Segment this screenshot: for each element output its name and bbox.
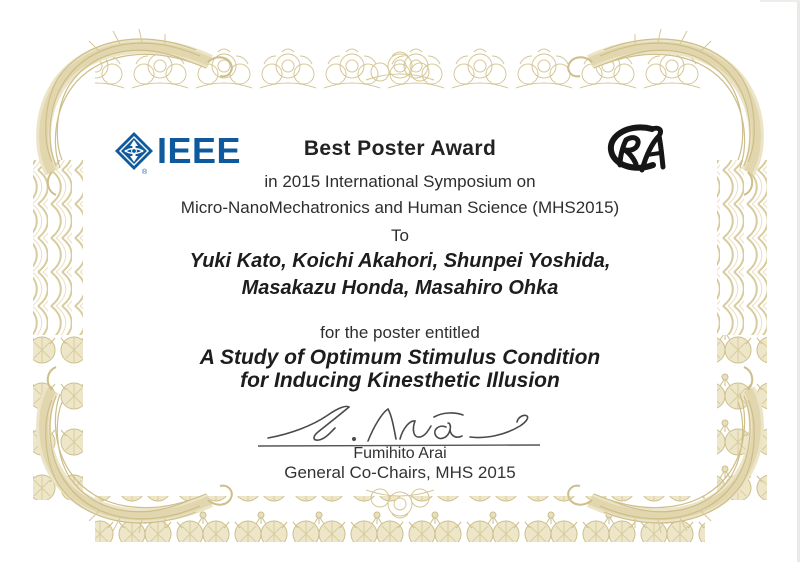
poster-title-line-2: for Inducing Kinesthetic Illusion bbox=[240, 369, 560, 392]
event-line-1: in 2015 International Symposium on bbox=[264, 172, 536, 191]
award-title: Best Poster Award bbox=[303, 137, 497, 160]
to-label: To bbox=[391, 226, 409, 245]
signer-name: Fumihito Arai bbox=[353, 445, 447, 462]
signature-script bbox=[250, 396, 550, 450]
ieee-registered-mark: ® bbox=[142, 169, 148, 176]
signer-role: General Co-Chairs, MHS 2015 bbox=[284, 463, 516, 482]
recipients-line-2: Masakazu Honda, Masahiro Ohka bbox=[241, 277, 559, 299]
recipients-line-1: Yuki Kato, Koichi Akahori, Shunpei Yoshida, bbox=[189, 250, 611, 272]
poster-title-line-1: A Study of Optimum Stimulus Condition bbox=[199, 346, 601, 369]
event-line-2: Micro-NanoMechatronics and Human Science (MHS2015) bbox=[180, 198, 620, 217]
poster-intro: for the poster entitled bbox=[320, 323, 480, 342]
ieee-wordmark: IEEE bbox=[157, 130, 242, 171]
